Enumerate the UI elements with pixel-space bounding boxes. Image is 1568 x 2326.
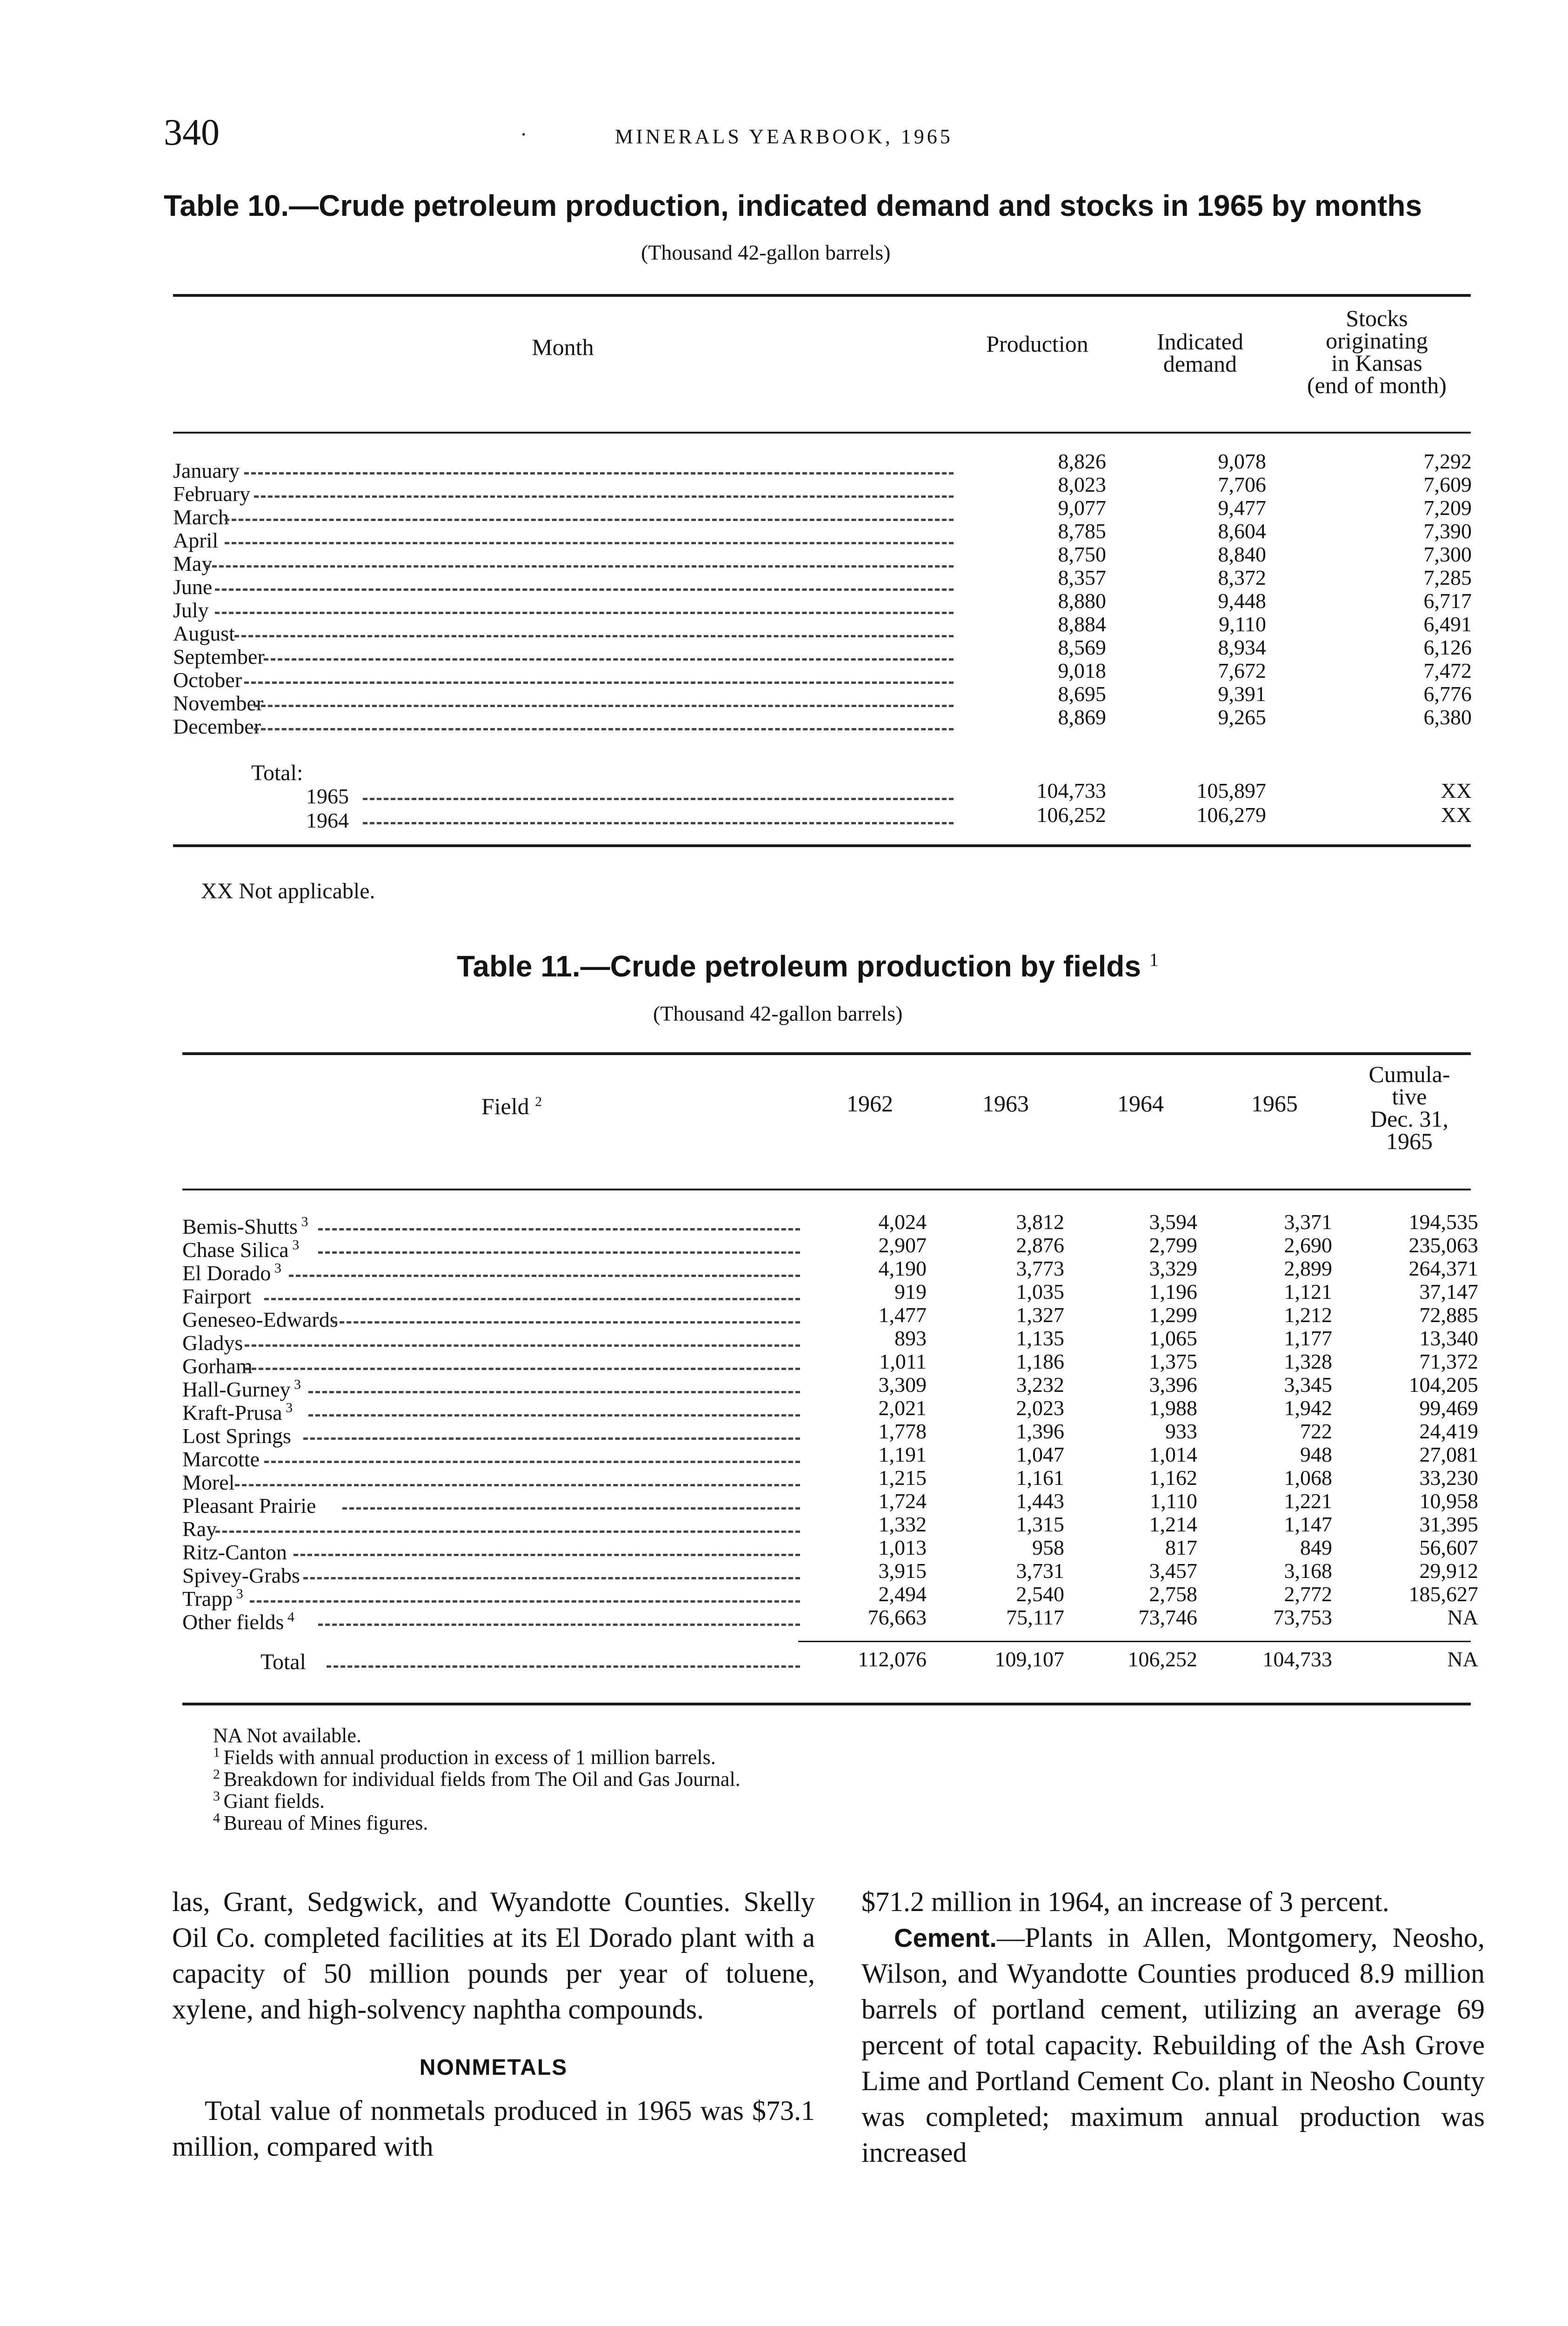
table11-field-sup: 3 (271, 1260, 281, 1276)
table10-leader (244, 682, 954, 684)
table10-header-stocks-line4: (end of month) (1307, 372, 1447, 398)
table11-value: 2,494 (878, 1582, 927, 1606)
table10-production: 8,785 (1058, 519, 1106, 543)
table11-value: 1,065 (1149, 1326, 1197, 1350)
table11-footnote (213, 1789, 325, 1813)
table10-production: 8,884 (1058, 612, 1106, 636)
table11-value: 2,799 (1149, 1233, 1197, 1257)
table10-stocks: 6,491 (1423, 612, 1472, 636)
table10-header-demand-line2: demand (1163, 351, 1237, 377)
left-paragraph-2: Total value of nonmetals produced in 1965 was $73.1 million, compared with (172, 2095, 815, 2162)
table11-value: 13,340 (1419, 1326, 1478, 1350)
table11-value: 1,135 (1016, 1326, 1064, 1350)
table10-month-label: June (173, 575, 213, 599)
table11-value: 893 (894, 1326, 927, 1350)
table11-header-cum-line1: Cumula- (1368, 1061, 1450, 1087)
table10-production: 8,750 (1058, 542, 1106, 566)
table11-value: 2,540 (1016, 1582, 1064, 1606)
table11-field-label (182, 1586, 243, 1611)
right-paragraph-2 (861, 1920, 1485, 2171)
table10-stocks: 7,285 (1423, 566, 1472, 589)
table11-leader (250, 1600, 800, 1603)
table10-top-rule (173, 294, 1471, 297)
cement-lead: Cement. (894, 1923, 997, 1952)
table11-value: 33,230 (1419, 1466, 1478, 1490)
table11-value: 2,758 (1149, 1582, 1197, 1606)
table10-header-demand-line1: Indicated (1156, 328, 1243, 354)
table11-value: 235,063 (1408, 1233, 1478, 1257)
table11-field-label (182, 1447, 260, 1471)
table11-value: 1,013 (878, 1536, 927, 1559)
table11-leader (308, 1414, 800, 1417)
table11-value: 1,186 (1016, 1350, 1064, 1373)
table11-footnote-sup: 2 (213, 1766, 224, 1782)
table10-total-stocks: XX (1441, 803, 1472, 827)
table11-field-label (182, 1307, 338, 1332)
table10-leader (234, 635, 954, 637)
table10-header-stocks-line3: in Kansas (1331, 350, 1422, 376)
table11-footnote (213, 1767, 741, 1791)
table11-value: 99,469 (1419, 1396, 1478, 1420)
table11-value: 1,221 (1284, 1489, 1332, 1513)
table11-field-name: Marcotte (182, 1447, 260, 1471)
table10-total-year: 1964 (306, 809, 349, 832)
table11-field-label (182, 1237, 299, 1262)
left-paragraph-1: las, Grant, Sedgwick, and Wyandotte Counties. Skelly Oil Co. completed facilities at its El Dorado plant with a capacity of 50 million pounds per year of toluene, xylene, and high-solvency naphtha compounds. (172, 1886, 815, 2025)
table10-leader (215, 588, 954, 591)
table11-header-rule (182, 1189, 1471, 1190)
table11-total-value: NA (1447, 1647, 1478, 1671)
table10-header-stocks-line1: Stocks (1346, 305, 1408, 331)
table11-value: 1,214 (1149, 1512, 1197, 1536)
table10-stocks: 7,609 (1423, 473, 1472, 496)
table11-header-year: 1964 (1117, 1090, 1164, 1116)
table11-value: 849 (1300, 1536, 1332, 1559)
table10-month-label: May (173, 552, 213, 575)
right-column (861, 1884, 1485, 2171)
table10-leader (363, 822, 954, 824)
table10-stocks: 6,776 (1423, 682, 1472, 706)
table11-leader (333, 1321, 800, 1323)
table11-field-label (182, 1517, 217, 1541)
table11-value: 31,395 (1419, 1512, 1478, 1536)
table11-field-name: Morel (182, 1470, 235, 1494)
table11-value: 73,753 (1273, 1605, 1332, 1629)
table11-field-name: Other fields (182, 1610, 284, 1634)
table11-value: 958 (1032, 1536, 1064, 1559)
table11-value: 1,396 (1016, 1419, 1064, 1443)
table11-field-name: Pleasant Prairie (182, 1494, 316, 1517)
table10-total-label: Total: (251, 761, 303, 785)
table11-header-year: 1965 (1251, 1090, 1298, 1116)
table11-value: 3,773 (1016, 1257, 1064, 1280)
table11-title-sup: 1 (1149, 949, 1159, 970)
table11-leader (327, 1665, 800, 1668)
table10-production: 8,023 (1058, 473, 1106, 496)
table11-value: 1,014 (1149, 1443, 1197, 1466)
table10-leader (205, 565, 954, 568)
table11-value: 73,746 (1138, 1605, 1197, 1629)
table11-value: 1,215 (878, 1466, 927, 1490)
table11-value: 10,958 (1419, 1489, 1478, 1513)
table11-value: 1,191 (878, 1443, 927, 1466)
table11-field-name: Ray (182, 1517, 217, 1541)
table11-leader (245, 1344, 800, 1347)
table11-title-text: Table 11.—Crude petroleum production by fields (457, 949, 1141, 983)
table10-demand: 9,477 (1218, 496, 1266, 520)
table10-month-label: February (173, 482, 251, 506)
table11-value: 948 (1300, 1443, 1332, 1466)
table10-production: 8,357 (1058, 566, 1106, 589)
table11-value: 817 (1165, 1536, 1197, 1559)
table10-total-production: 106,252 (1036, 803, 1106, 827)
table10-demand: 8,840 (1218, 542, 1266, 566)
table11-value: 1,724 (878, 1489, 927, 1513)
section-heading-nonmetals: NONMETALS (419, 2055, 568, 2080)
table11-value: 3,396 (1149, 1373, 1197, 1397)
table11-total-rule (798, 1641, 1471, 1642)
table11-field-name: Spivey-Grabs (182, 1564, 300, 1587)
table11-field-name: Gorham (182, 1354, 253, 1378)
table11-footnote-text: NA Not available. (213, 1724, 361, 1747)
table11-top-rule (182, 1052, 1471, 1055)
table11-leader (303, 1437, 800, 1440)
table11-value: 3,232 (1016, 1373, 1064, 1397)
table10-demand: 8,604 (1218, 519, 1266, 543)
table11-value: 1,328 (1284, 1350, 1332, 1373)
table11-value: 3,594 (1149, 1210, 1197, 1234)
table11-value: 2,876 (1016, 1233, 1064, 1257)
table11-footnote-sup: 1 (213, 1744, 224, 1760)
table10-demand: 9,110 (1219, 612, 1266, 636)
table11-header-field-sup: 2 (535, 1094, 542, 1110)
table10-month-label: July (173, 598, 209, 622)
table10-leader (264, 658, 954, 661)
table10-demand: 8,934 (1218, 635, 1266, 659)
table10-subtitle: (Thousand 42-gallon barrels) (641, 241, 891, 264)
table11-value: 37,147 (1419, 1280, 1478, 1303)
table11-header-cum-line2: tive (1392, 1083, 1427, 1110)
table10-stocks: 6,380 (1423, 705, 1472, 729)
table11-header-cum-line4: 1965 (1386, 1128, 1433, 1154)
table10-demand: 7,672 (1218, 659, 1266, 682)
table11-value: 76,663 (867, 1605, 927, 1629)
table11-leader (294, 1554, 800, 1556)
table10-stocks: 7,292 (1423, 449, 1472, 473)
table11-header-cum-line3: Dec. 31, (1370, 1106, 1448, 1132)
table11-leader (318, 1251, 800, 1254)
table10-production: 9,077 (1058, 496, 1106, 520)
table11-value: 3,812 (1016, 1210, 1064, 1234)
table11-field-label (182, 1610, 294, 1634)
table11-value: 1,327 (1016, 1303, 1064, 1327)
table10-leader (215, 612, 954, 614)
table11-header-cumulative (1340, 1063, 1479, 1152)
table10-total-demand: 106,279 (1196, 803, 1266, 827)
table10-month-label: March (173, 505, 229, 529)
table11-field-label (182, 1400, 293, 1425)
right-paragraph-2-text: —Plants in Allen, Montgomery, Neosho, Wilson, and Wyandotte Counties produced 8.9 million barrels of portland cement, utilizing an average 69 percent of total capacity. Rebuilding of the Ash Grove Lime and Portland Cement Co. plant in Neosho County was completed; maximum annual production was increased (861, 1922, 1485, 2168)
table11-value: 1,315 (1016, 1512, 1064, 1536)
table11-title (457, 949, 1159, 983)
right-paragraph-1: $71.2 million in 1964, an increase of 3 percent. (861, 1886, 1389, 1917)
table11-leader (264, 1298, 800, 1300)
table11-field-name: Hall-Gurney (182, 1377, 291, 1401)
table11-value: 27,081 (1419, 1443, 1478, 1466)
table10-month-label: August (173, 622, 235, 645)
table11-value: 1,778 (878, 1419, 927, 1443)
table11-value: 3,371 (1284, 1210, 1332, 1234)
table11-field-label (182, 1377, 301, 1402)
table11-field-name: Bemis-Shutts (182, 1215, 298, 1238)
table11-footnote (213, 1811, 428, 1835)
table11-subtitle: (Thousand 42-gallon barrels) (653, 1002, 903, 1025)
table10-month-label: October (173, 668, 242, 692)
table11-field-label (182, 1330, 243, 1355)
table10-stocks: 7,390 (1423, 519, 1472, 543)
table11-field-name: Kraft-Prusa (182, 1401, 282, 1424)
table11-value: 1,443 (1016, 1489, 1064, 1513)
table10-total-stocks: XX (1441, 779, 1472, 802)
table11-value: 3,345 (1284, 1373, 1332, 1397)
table10-total-demand: 105,897 (1196, 779, 1266, 802)
table11-footnote-text: Giant fields. (223, 1790, 325, 1812)
table11-value: 75,117 (1006, 1605, 1064, 1629)
table10-total-year: 1965 (306, 784, 349, 808)
table11-footnote (213, 1724, 361, 1747)
table11-value: 185,627 (1408, 1582, 1478, 1606)
table11-bottom-rule (182, 1703, 1471, 1705)
table11-value: 1,162 (1149, 1466, 1197, 1490)
table11-value: 56,607 (1419, 1536, 1478, 1559)
table10-demand: 9,391 (1218, 682, 1266, 706)
table11-value: 1,035 (1016, 1280, 1064, 1303)
table10-month-label: November (173, 691, 264, 715)
table11-value: 1,988 (1149, 1396, 1197, 1420)
table11-footnote-sup: 4 (213, 1810, 224, 1826)
table10-stocks: 7,209 (1423, 496, 1472, 520)
table10-title: Table 10.—Crude petroleum production, indicated demand and stocks in 1965 by months (164, 189, 1422, 222)
table11-value: 1,212 (1284, 1303, 1332, 1327)
table11-leader (235, 1484, 800, 1486)
table10-header-month: Month (532, 334, 594, 360)
table11-value: 104,205 (1408, 1373, 1478, 1397)
table10-demand: 9,265 (1218, 705, 1266, 729)
table10-production: 9,018 (1058, 659, 1106, 682)
table11-field-name: Gladys (182, 1331, 243, 1355)
table10-production: 8,695 (1058, 682, 1106, 706)
table11-leader (264, 1461, 800, 1463)
table11-value: 1,299 (1149, 1303, 1197, 1327)
table11-value: 1,375 (1149, 1350, 1197, 1373)
table11-value: 1,332 (878, 1512, 927, 1536)
header-dot: · (520, 122, 527, 146)
table11-total-value: 106,252 (1128, 1647, 1197, 1671)
table11-value: 2,907 (878, 1233, 927, 1257)
table11-field-label (182, 1493, 316, 1518)
table11-field-name: Chase Silica (182, 1238, 289, 1262)
table11-value: 3,457 (1149, 1559, 1197, 1583)
left-column (172, 1884, 815, 2165)
table10-leader (254, 728, 954, 730)
table11-total-value: 112,076 (858, 1647, 927, 1671)
table10-month-label: December (173, 715, 261, 738)
table10-leader (225, 542, 954, 544)
table11-value: 3,309 (878, 1373, 927, 1397)
table11-value: 2,772 (1284, 1582, 1332, 1606)
table10-header-production: Production (986, 331, 1088, 357)
table11-value: 1,068 (1284, 1466, 1332, 1490)
table11-value: 3,329 (1149, 1257, 1197, 1280)
table11-value: 264,371 (1408, 1257, 1478, 1280)
table11-field-name: Ritz-Canton (182, 1540, 287, 1564)
table10-production: 8,880 (1058, 589, 1106, 613)
table11-value: 1,477 (878, 1303, 927, 1327)
table11-total-label: Total (260, 1650, 306, 1674)
table11-leader (245, 1368, 800, 1370)
table11-field-label (182, 1214, 308, 1239)
table11-value: 3,731 (1016, 1559, 1064, 1583)
table11-value: 1,942 (1284, 1396, 1332, 1420)
table11-field-label (182, 1284, 251, 1309)
table10-stocks: 7,300 (1423, 542, 1472, 566)
table11-field-label (182, 1540, 287, 1564)
table11-value: 2,899 (1284, 1257, 1332, 1280)
table11-value: 722 (1300, 1419, 1332, 1443)
table11-value: 3,168 (1284, 1559, 1332, 1583)
table10-month-label: September (173, 645, 265, 668)
table11-field-sup: 3 (282, 1400, 293, 1416)
table10-header-stocks-line2: originating (1326, 328, 1428, 354)
table11-value: 3,915 (878, 1559, 927, 1583)
table10-month-label: January (173, 459, 240, 482)
table11-header-year: 1962 (847, 1090, 893, 1116)
table11-field-name: Lost Springs (182, 1424, 291, 1448)
table11-value: 71,372 (1419, 1350, 1478, 1373)
table11-value: 1,047 (1016, 1443, 1064, 1466)
table10-leader (254, 495, 954, 498)
table11-value: 2,023 (1016, 1396, 1064, 1420)
table10-demand: 9,078 (1218, 449, 1266, 473)
table10-leader (363, 798, 954, 800)
table11-field-sup: 3 (233, 1586, 243, 1602)
table10-stocks: 7,472 (1423, 659, 1472, 682)
table10-footnote: XX Not applicable. (201, 879, 375, 903)
table11-field-label (182, 1354, 253, 1378)
table10-bottom-rule (173, 844, 1471, 847)
table11-header-field (414, 1095, 609, 1117)
table11-value: 1,161 (1016, 1466, 1064, 1490)
table11-value: 1,196 (1149, 1280, 1197, 1303)
table11-header-year: 1963 (982, 1090, 1029, 1116)
table11-field-label (182, 1563, 300, 1588)
table11-value: 1,121 (1284, 1280, 1332, 1303)
page-number: 340 (164, 112, 220, 153)
table11-value: 919 (894, 1280, 927, 1303)
table11-footnote-text: Fields with annual production in excess of 1 million barrels. (223, 1746, 716, 1769)
table11-footnote (213, 1745, 716, 1769)
table10-production: 8,869 (1058, 705, 1106, 729)
table11-value: 933 (1165, 1419, 1197, 1443)
table11-field-name: Trapp (182, 1587, 233, 1611)
table10-leader (254, 705, 954, 707)
table11-leader (342, 1507, 800, 1510)
table11-value: 29,912 (1419, 1559, 1478, 1583)
table11-field-label (182, 1261, 281, 1285)
table11-footnote-text: Bureau of Mines figures. (223, 1811, 428, 1834)
table11-value: 1,177 (1284, 1326, 1332, 1350)
table11-leader (318, 1228, 800, 1230)
table11-total-value: 109,107 (994, 1647, 1064, 1671)
table11-leader (303, 1577, 800, 1579)
table11-total-value: 104,733 (1262, 1647, 1332, 1671)
table11-leader (289, 1275, 800, 1277)
table11-field-name: El Dorado (182, 1261, 271, 1285)
table11-field-sup: 4 (284, 1609, 294, 1625)
table11-field-name: Geneseo-Edwards (182, 1308, 338, 1331)
table10-total-production: 104,733 (1036, 779, 1106, 802)
table11-footnote-sup: 3 (213, 1788, 224, 1804)
table11-value: 1,147 (1284, 1512, 1332, 1536)
table11-value: 1,110 (1150, 1489, 1197, 1513)
table11-field-label (182, 1470, 234, 1495)
table11-field-sup: 3 (297, 1214, 308, 1230)
table11-field-sup: 3 (290, 1377, 301, 1392)
table11-value: 4,024 (878, 1210, 927, 1234)
table10-leader (225, 519, 954, 521)
table10-production: 8,826 (1058, 449, 1106, 473)
table11-leader (318, 1624, 800, 1626)
table11-leader (215, 1531, 800, 1533)
table11-value: 1,011 (879, 1350, 927, 1373)
table11-value: 4,190 (878, 1257, 927, 1280)
table11-footnote-text: Breakdown for individual fields from The Oil and Gas Journal. (223, 1768, 741, 1791)
table10-header-stocks (1274, 307, 1479, 396)
table11-value: 24,419 (1419, 1419, 1478, 1443)
table11-field-label (182, 1424, 291, 1448)
table11-header-field-text: Field (481, 1093, 529, 1119)
running-title: MINERALS YEARBOOK, 1965 (615, 125, 953, 148)
table10-demand: 9,448 (1218, 589, 1266, 613)
table10-header-demand (1126, 330, 1274, 375)
table11-value: 194,535 (1408, 1210, 1478, 1234)
table11-leader (308, 1391, 800, 1393)
table10-stocks: 6,717 (1423, 589, 1472, 613)
table10-demand: 8,372 (1218, 566, 1266, 589)
table10-production: 8,569 (1058, 635, 1106, 659)
table11-field-name: Fairport (182, 1284, 252, 1308)
table10-leader (244, 472, 954, 475)
table10-stocks: 6,126 (1423, 635, 1472, 659)
table11-value: NA (1447, 1605, 1478, 1629)
table11-field-sup: 3 (288, 1237, 300, 1253)
table10-demand: 7,706 (1218, 473, 1266, 496)
table11-value: 2,021 (878, 1396, 927, 1420)
table11-value: 72,885 (1419, 1303, 1478, 1327)
table10-month-label: April (173, 528, 219, 552)
table10-header-rule (173, 432, 1471, 434)
table11-value: 2,690 (1284, 1233, 1332, 1257)
